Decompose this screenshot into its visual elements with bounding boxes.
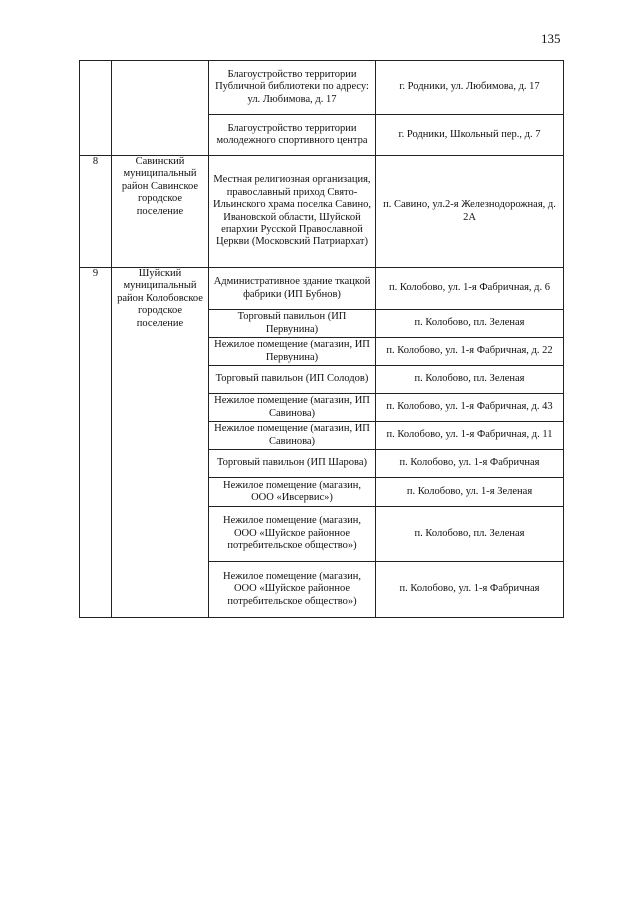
object-name-cell: Нежилое помещение (магазин, ИП Савинова)	[209, 394, 376, 422]
object-name-cell: Благоустройство территории молодежного спортивного центра	[209, 115, 376, 156]
table-row	[80, 61, 564, 115]
address-cell: п. Колобово, пл. Зеленая	[376, 366, 564, 394]
object-name-cell: Нежилое помещение (магазин, ИП Савинова)	[209, 422, 376, 450]
address-cell: п. Колобово, ул. 1-я Фабричная	[376, 450, 564, 478]
row-number-cell: 8	[80, 156, 112, 268]
address-cell: п. Колобово, пл. Зеленая	[376, 507, 564, 562]
address-cell: п. Савино, ул.2-я Железнодорожная, д. 2А	[376, 156, 564, 268]
address-cell: п. Колобово, ул. 1-я Фабричная, д. 6	[376, 268, 564, 310]
address-cell: п. Колобово, ул. 1-я Фабричная, д. 43	[376, 394, 564, 422]
address-cell: п. Колобово, ул. 1-я Фабричная	[376, 562, 564, 618]
object-name-cell: Нежилое помещение (магазин, ООО «Шуйское районное потребительское общество»)	[209, 562, 376, 618]
address-cell: п. Колобово, пл. Зеленая	[376, 310, 564, 338]
district-cell	[112, 61, 209, 156]
object-name-cell: Торговый павильон (ИП Шарова)	[209, 450, 376, 478]
address-cell: п. Колобово, ул. 1-я Фабричная, д. 11	[376, 422, 564, 450]
address-cell: п. Колобово, ул. 1-я Фабричная, д. 22	[376, 338, 564, 366]
object-name-cell: Благоустройство территории Публичной библиотеки по адресу: ул. Любимова, д. 17	[209, 61, 376, 115]
object-name-cell: Торговый павильон (ИП Первунина)	[209, 310, 376, 338]
object-name-cell: Нежилое помещение (магазин, ООО «Ивсервис»)	[209, 478, 376, 507]
object-name-cell: Торговый павильон (ИП Солодов)	[209, 366, 376, 394]
address-cell: п. Колобово, ул. 1-я Зеленая	[376, 478, 564, 507]
object-name-cell: Нежилое помещение (магазин, ИП Первунина)	[209, 338, 376, 366]
address-cell: г. Родники, Школьный пер., д. 7	[376, 115, 564, 156]
district-cell: Савинский муниципальный район Савинское городское поселение	[112, 156, 209, 268]
row-number-cell	[80, 61, 112, 156]
page-number: 135	[541, 31, 561, 46]
district-cell: Шуйский муниципальный район Колобовское городское поселение	[112, 268, 209, 618]
table-row	[80, 156, 564, 268]
address-cell: г. Родники, ул. Любимова, д. 17	[376, 61, 564, 115]
table-row	[80, 268, 564, 310]
object-name-cell: Местная религиозная организация, православный приход Свято-Ильинского храма поселка Савино, Ивановской области, Шуйской епархии Русской Православной Церкви (Московский Патриархат)	[209, 156, 376, 268]
row-number-cell: 9	[80, 268, 112, 618]
object-name-cell: Административное здание ткацкой фабрики (ИП Бубнов)	[209, 268, 376, 310]
object-name-cell: Нежилое помещение (магазин, ООО «Шуйское районное потребительское общество»)	[209, 507, 376, 562]
objects-table	[79, 60, 564, 618]
